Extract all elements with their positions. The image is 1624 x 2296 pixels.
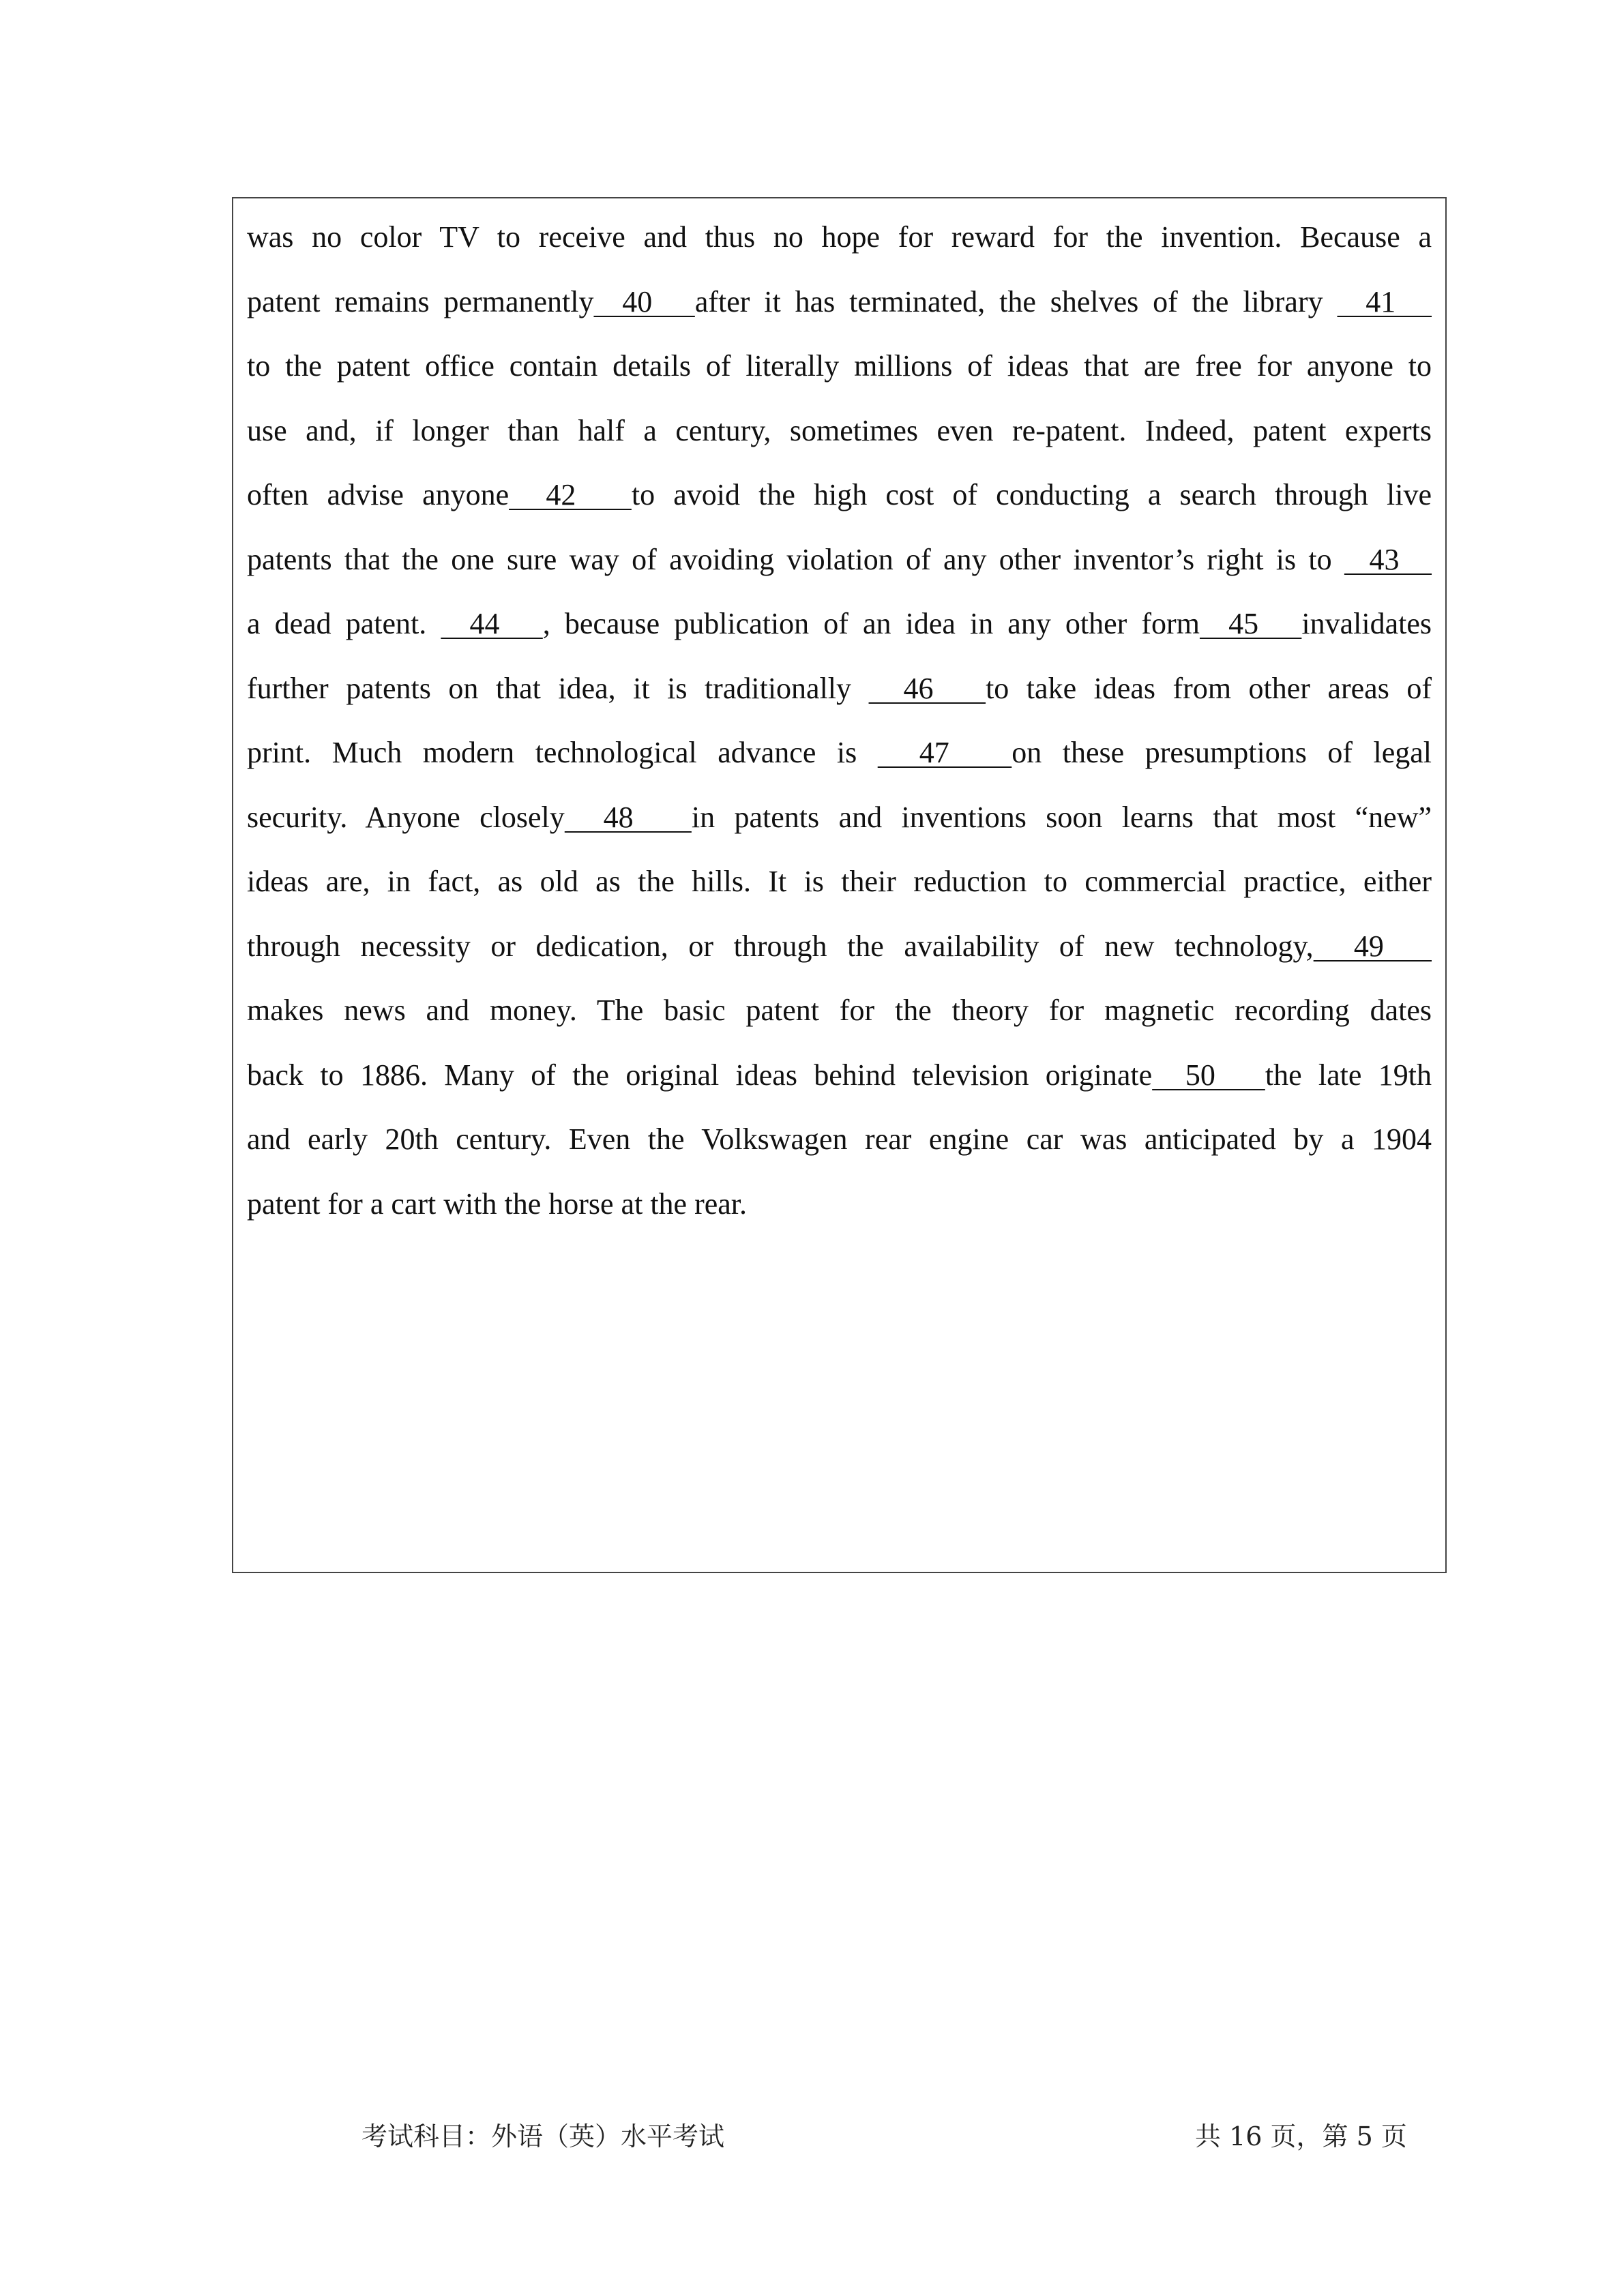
passage-line: [247, 850, 1432, 914]
answer-blank: 40: [593, 284, 695, 318]
passage-line: [247, 270, 1432, 335]
passage-line: [247, 399, 1432, 464]
passage-line: [247, 528, 1432, 593]
answer-blank: 48: [564, 800, 692, 834]
passage-box: [232, 197, 1447, 1573]
passage-segment: to avoid the high cost of conducting a search through live: [631, 478, 1432, 511]
passage-line: [247, 463, 1432, 528]
answer-blank: 47: [877, 736, 1012, 769]
passage-segment: on these presumptions of legal: [1012, 736, 1432, 769]
passage-segment: patent for a cart with the horse at the rear.: [247, 1187, 748, 1221]
passage-segment: the late 19th: [1265, 1058, 1432, 1092]
passage-line: [247, 1107, 1432, 1172]
passage-line: [247, 657, 1432, 721]
passage-line: [247, 786, 1432, 850]
passage-segment: to the patent office contain details of literally millions of ideas that are free for anyone to: [247, 349, 1432, 383]
passage-line: [247, 592, 1432, 657]
passage-line: [247, 334, 1432, 399]
answer-blank: 46: [868, 671, 986, 705]
passage-segment: often advise anyone: [247, 478, 510, 511]
passage-text: [247, 205, 1432, 1236]
passage-segment: print. Much modern technological advance is: [247, 736, 878, 769]
passage-line: [247, 979, 1432, 1043]
passage-segment: a dead patent.: [247, 607, 441, 640]
passage-segment: back to 1886. Many of the original ideas behind television originate: [247, 1058, 1153, 1092]
passage-segment: was no color TV to receive and thus no hope for reward for the invention. Because a: [247, 220, 1432, 254]
passage-line: [247, 1172, 1432, 1237]
passage-segment: security. Anyone closely: [247, 800, 565, 834]
passage-segment: , because publication of an idea in any other form: [542, 607, 1200, 640]
footer-page-info: 共 16 页，第 5 页: [1195, 2121, 1407, 2151]
answer-blank: 49: [1313, 929, 1432, 963]
passage-line: [247, 914, 1432, 979]
passage-segment: ideas are, in fact, as old as the hills. It is their reduction to commercial practice, either: [247, 865, 1432, 898]
passage-segment: and early 20th century. Even the Volkswagen rear engine car was anticipated by a 1904: [247, 1122, 1432, 1156]
passage-segment: to take ideas from other areas of: [986, 671, 1432, 705]
passage-segment: in patents and inventions soon learns that most “new”: [691, 800, 1432, 834]
answer-blank: 50: [1152, 1058, 1265, 1092]
answer-blank: 42: [509, 478, 632, 511]
answer-blank: 43: [1344, 542, 1432, 576]
passage-segment: invalidates: [1301, 607, 1432, 640]
passage-line: [247, 721, 1432, 786]
answer-blank: 41: [1337, 284, 1432, 318]
footer-subject: 考试科目：外语（英）水平考试: [361, 2121, 725, 2151]
passage-segment: patents that the one sure way of avoiding violation of any other inventor’s right is to: [247, 542, 1344, 576]
passage-segment: further patents on that idea, it is traditionally: [247, 671, 869, 705]
answer-blank: 45: [1199, 607, 1302, 640]
passage-line: [247, 1043, 1432, 1108]
passage-segment: patent remains permanently: [247, 284, 594, 318]
passage-segment: makes news and money. The basic patent for the theory for magnetic recording dates: [247, 994, 1432, 1027]
answer-blank: 44: [441, 607, 543, 640]
passage-segment: after it has terminated, the shelves of the library: [694, 284, 1338, 318]
passage-line: [247, 205, 1432, 270]
passage-segment: through necessity or dedication, or through the availability of new technology,: [247, 929, 1314, 963]
passage-segment: use and, if longer than half a century, sometimes even re-patent. Indeed, patent experts: [247, 413, 1432, 447]
